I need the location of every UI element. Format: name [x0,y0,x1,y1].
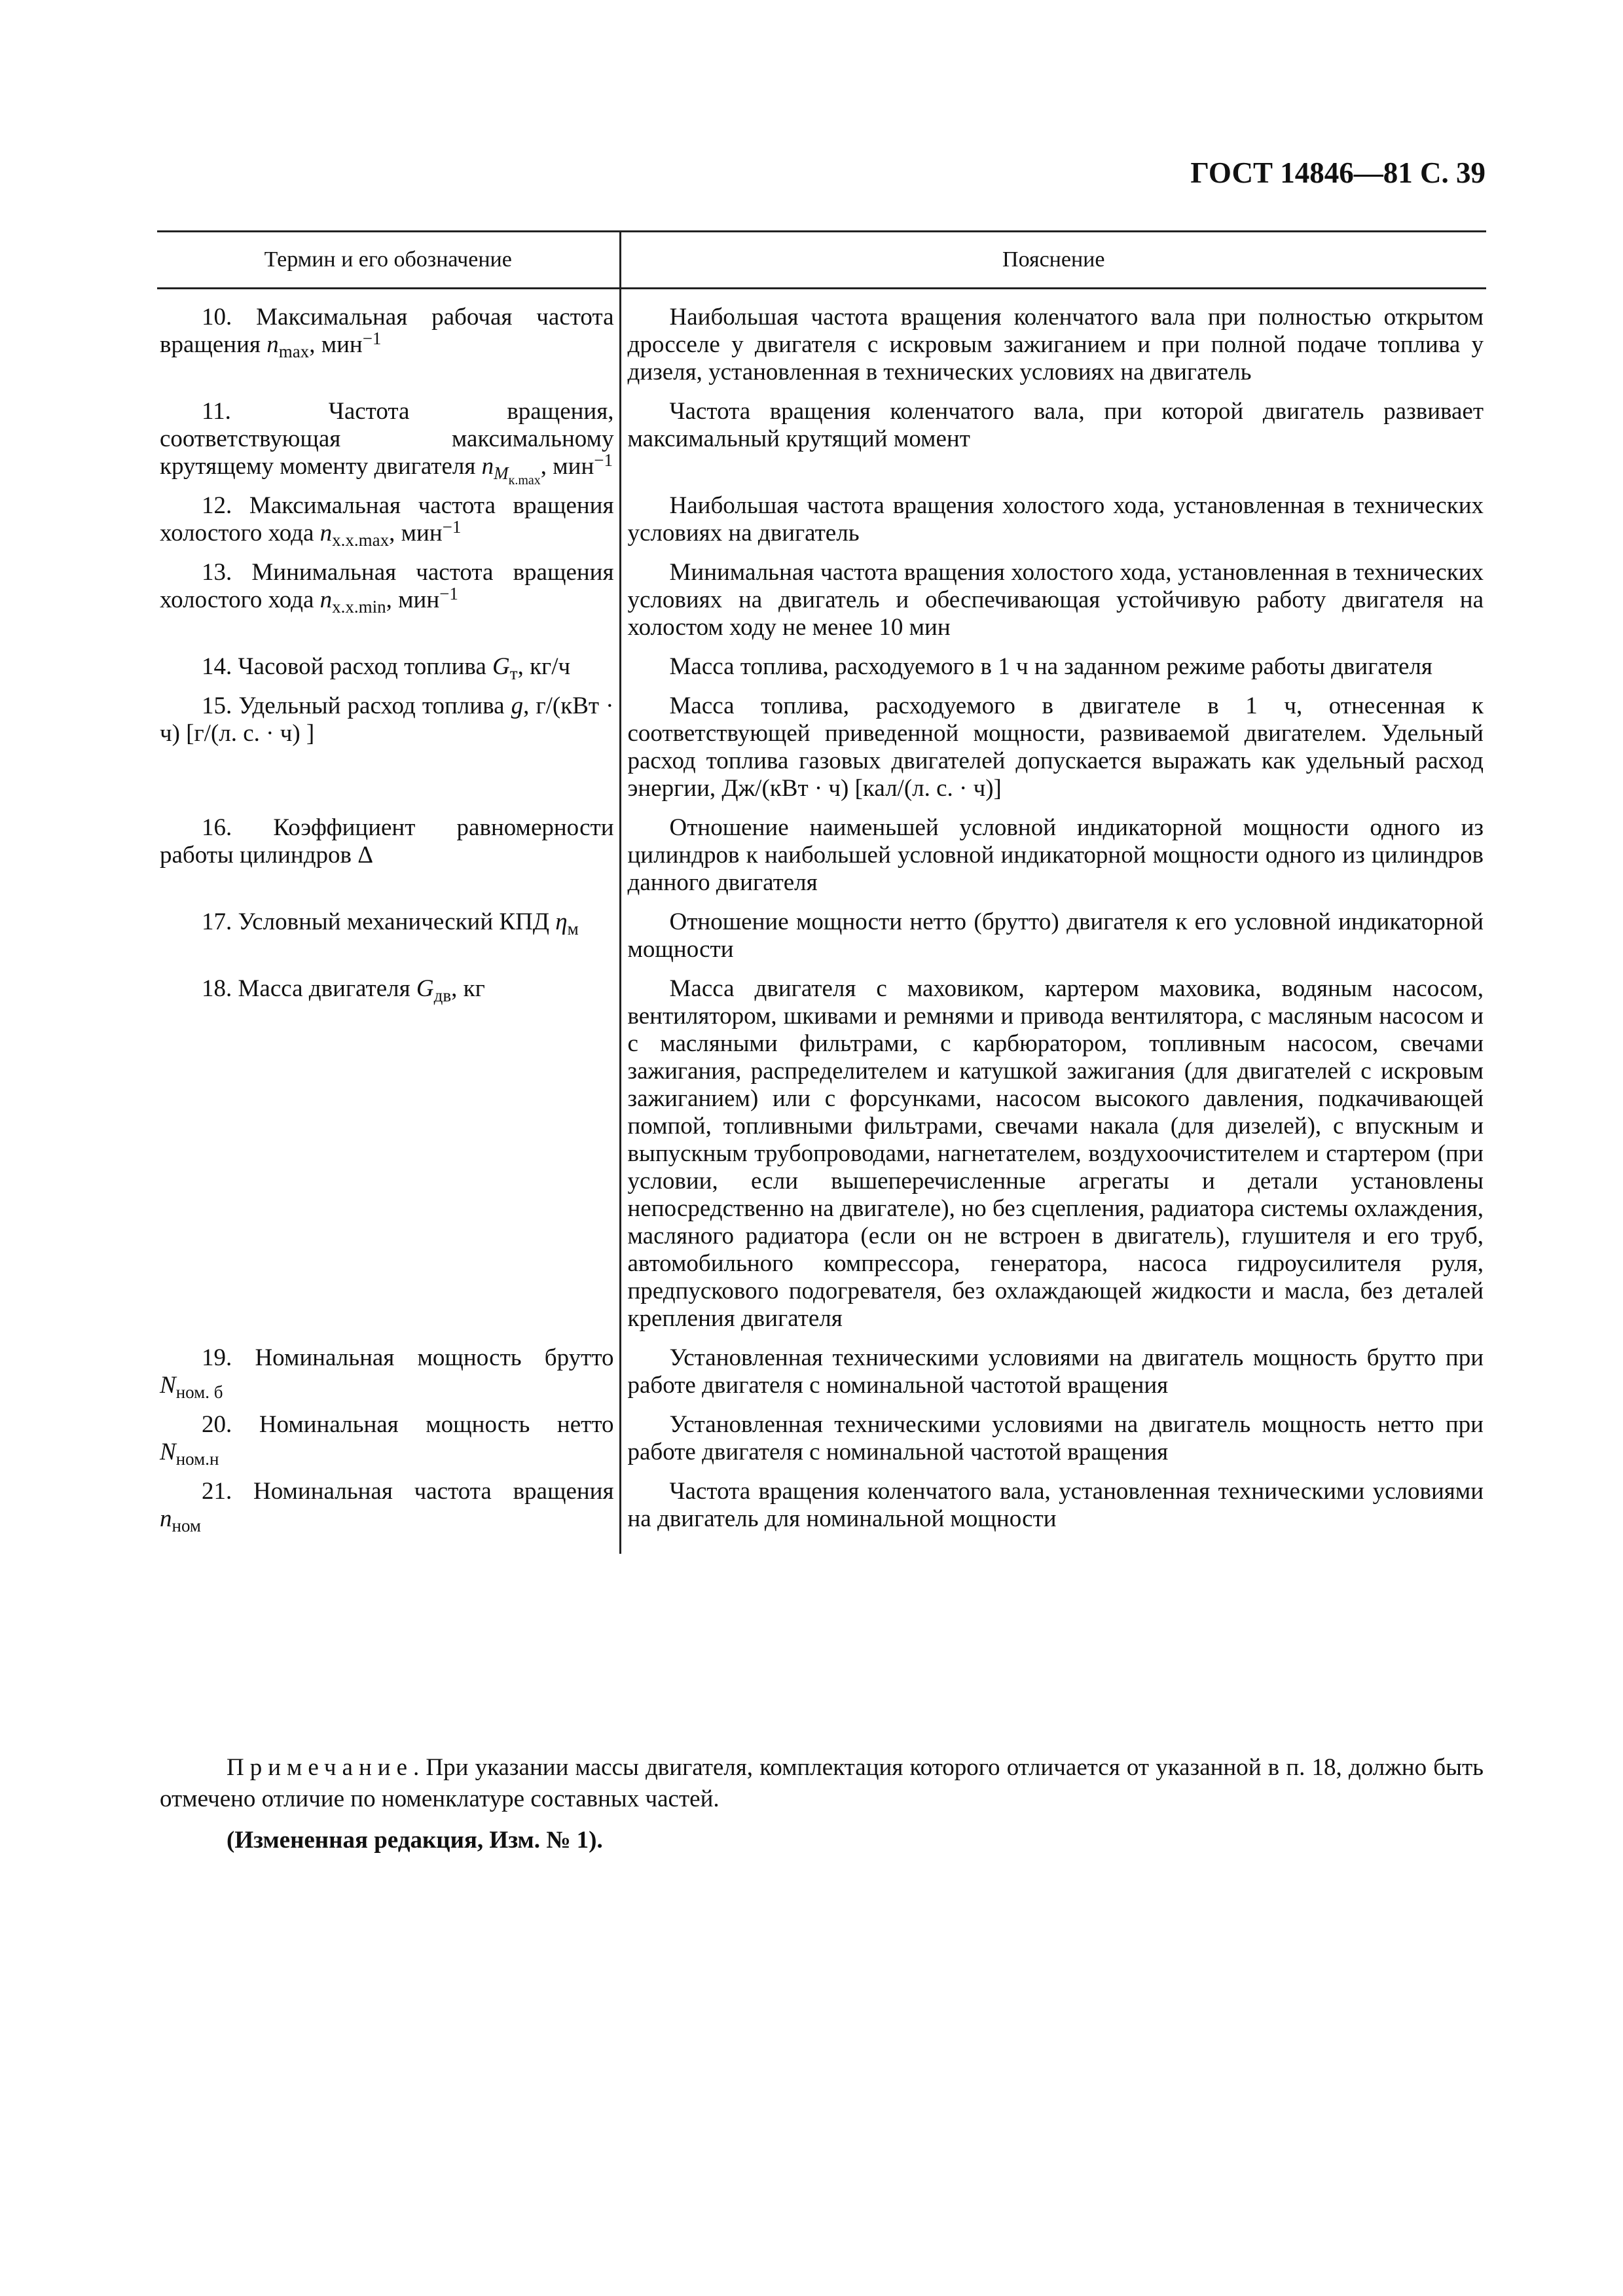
explanation-cell: Наибольшая частота вращения коленчатого вала при полностью открытом дросселе у двигателя с искровым зажиганием и при полной подаче топлива у дизеля, установленная в технических условиях на двигатель [627,304,1484,386]
note-paragraph [160,1752,1484,1815]
term-unit: , мин [389,520,443,547]
table-row [157,492,1486,559]
explanation-cell: Отношение наименьшей условной индикаторной мощности одного из цилиндров к наибольшей условной индикаторной мощности одного из цилиндров данного двигателя [627,814,1484,896]
table-row [157,653,1486,692]
symbol-subscript: ном.н [175,1449,219,1469]
term-symbol: n [160,1505,172,1532]
symbol-subscript: м [567,919,579,939]
term-cell [157,559,620,653]
term-text: 16. Коэффициент равномерности работы цилиндров Δ [160,814,614,869]
term-unit: , г/(кВт · ч) [г/(л. с. · ч) ] [160,692,614,747]
symbol-subscript: дв [433,986,452,1005]
term-cell [157,289,620,399]
term-symbol: η [555,908,568,935]
symbol-subscript: x.x.min [332,597,386,617]
term-text: 18. Масса двигателя [202,975,416,1002]
explanation-cell: Наибольшая частота вращения холостого хода, установленная в технических условиях на двигатель [627,492,1484,547]
term-cell [157,692,620,814]
term-text: 14. Часовой расход топлива [202,653,493,680]
term-cell [157,975,620,1344]
term-cell [157,814,620,908]
symbol-subscript: т [509,664,518,683]
term-symbol: n [266,331,279,358]
explanation-cell: Установленная техническими условиями на двигатель мощность нетто при работе двигателя с номинальной частотой вращения [627,1411,1484,1465]
term-text: 12. Максимальная частота вращения холостого хода [160,492,614,547]
explanation-cell: Масса двигателя с маховиком, картером маховика, водяным насосом, вентилятором, шкивами и ремнями и привода вентилятора, с масляным насосом и с масляными фильтрами, с карбюратором, топливным насосом, свечами зажигания, распределителем и катушкой зажигания (для двигателей с искровым зажиганием) или с форсунками, насосом высокого давления, подкачивающей помпой, топливными фильтрами, свечами накала (для дизелей), с впускным и выпускным трубопроводами, нагнетателем, воздухоочистителем и стартером (при условии, если вышеперечисленные агрегаты и детали установлены непосредственно на двигателе), но без сцепления, радиатора системы охлаждения, масляного радиатора (если он не встроен в двигатель), глушителя и его труб, автомобильного компрессора, генератора, насоса гидроусилителя руля, предпускового подогревателя, без охлаждающей жидкости и масла, без деталей крепления двигателя [627,975,1484,1332]
term-text: 13. Минимальная частота вращения холостого хода [160,559,614,613]
term-text: 15. Удельный расход топлива [202,692,511,719]
term-cell [157,653,620,692]
explanation-cell: Масса топлива, расходуемого в двигателе в 1 ч, отнесенная к соответствующей приведенной мощности, развиваемой двигателем. Удельный расход топлива газовых двигателей допускается выражать как удельный расход энергии, Дж/(кВт · ч) [кал/(л. с. · ч)] [627,692,1484,802]
terms-table [157,230,1486,1554]
explanation-cell: Отношение мощности нетто (брутто) двигателя к его условной индикаторной мощности [627,908,1484,963]
term-symbol: N [160,1372,176,1399]
note-text: . При указании массы двигателя, комплектация которого отличается от указанной в п. 18, должно быть отмечено отличие по номенклатуре составных частей. [160,1754,1484,1812]
explanation-cell: Частота вращения коленчатого вала, установленная техническими условиями на двигатель для номинальной мощности [627,1478,1484,1532]
table-row [157,975,1486,1344]
symbol-subscript: max [278,342,310,361]
explanation-cell: Масса топлива, расходуемого в 1 ч на заданном режиме работы двигателя [669,653,1432,680]
table-row [157,1478,1486,1554]
unit-superscript: −1 [439,584,458,603]
term-text: 17. Условный механический КПД [202,908,556,935]
table-body [157,289,1486,1554]
amendment-note: (Измененная редакция, Изм. № 1). [227,1827,603,1854]
term-cell [157,492,620,559]
symbol-subscript: x.x.max [332,530,390,550]
symbol-subscript: ном. б [175,1382,223,1402]
term-symbol: G [416,975,434,1002]
column-header-term: Термин и его обозначение [157,232,620,289]
term-text: 21. Номинальная частота вращения [202,1478,614,1505]
table-header-row [157,232,1486,289]
term-unit: , кг/ч [517,653,571,680]
symbol-subscript-2: к.max [508,473,541,488]
explanation-cell: Установленная техническими условиями на двигатель мощность брутто при работе двигателя с номинальной частотой вращения [627,1344,1484,1399]
term-symbol: n [481,453,494,480]
table-row [157,1344,1486,1411]
symbol-subscript: ном [172,1516,202,1535]
term-unit: , мин [309,331,363,358]
term-text: 10. Максимальная рабочая частота вращения [160,304,614,358]
table-row [157,398,1486,492]
unit-superscript: −1 [594,450,613,470]
table-row [157,559,1486,653]
explanation-cell: Частота вращения коленчатого вала, при которой двигатель развивает максимальный крутящий момент [627,398,1484,452]
term-text: 20. Номинальная мощность нетто [202,1411,614,1438]
term-cell [157,1344,620,1411]
unit-superscript: −1 [442,517,462,537]
symbol-subscript: M [494,463,509,483]
term-unit: , мин [386,586,440,613]
column-header-explanation: Пояснение [620,232,1486,289]
note-label: Примечание [227,1754,413,1781]
term-symbol: N [160,1439,176,1465]
table-row [157,692,1486,814]
term-symbol: g [511,692,524,719]
table-row [157,1411,1486,1478]
term-cell [157,398,620,492]
term-cell [157,908,620,975]
term-cell [157,1411,620,1478]
table-row [157,289,1486,399]
table-row [157,908,1486,975]
term-symbol: n [319,586,333,613]
term-symbol: n [319,520,333,547]
page-header: ГОСТ 14846—81 С. 39 [1190,156,1486,189]
unit-superscript: −1 [362,329,382,348]
term-unit: , кг [451,975,485,1002]
table-row [157,814,1486,908]
explanation-cell: Минимальная частота вращения холостого хода, установленная в технических условиях на двигатель и обеспечивающая устойчивую работу двигателя на холостом ходу не менее 10 мин [627,559,1484,641]
term-cell [157,1478,620,1554]
term-symbol: G [492,653,510,680]
term-text: 11. Частота вращения, соответствующая максимальному крутящему моменту двигателя [160,398,614,480]
term-unit: , мин [540,453,594,480]
term-text: 19. Номинальная мощность брутто [202,1344,614,1371]
